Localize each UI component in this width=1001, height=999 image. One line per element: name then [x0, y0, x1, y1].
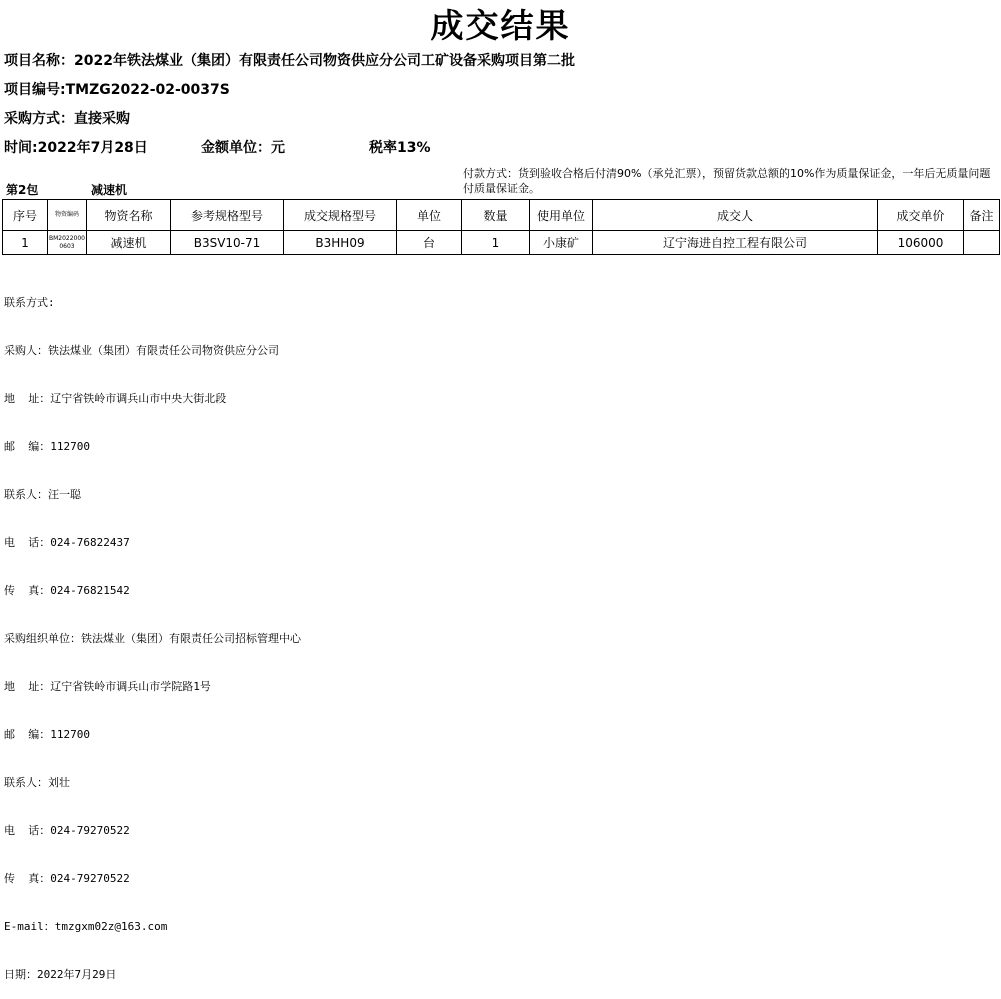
col-header-ref-spec: 参考规格型号 [171, 200, 284, 231]
project-name-label: 项目名称： [4, 53, 74, 69]
contact-line-person: 联系人：汪一聪 [4, 488, 81, 501]
time-label: 时间: [4, 140, 38, 156]
package-name: 减速机 [91, 183, 128, 197]
cell-deal-spec: B3HH09 [284, 231, 397, 255]
contact-block [4, 263, 301, 999]
procurement-method-label: 采购方式： [4, 111, 74, 127]
time-value: 2022年7月28日 [37, 140, 148, 156]
cell-remark [964, 231, 1000, 255]
contact-line-purchaser: 采购人：铁法煤业（集团）有限责任公司物资供应分公司 [4, 344, 279, 357]
col-header-user-unit: 使用单位 [530, 200, 593, 231]
cell-user-unit: 小康矿 [530, 231, 593, 255]
contact-heading: 联系方式: [4, 296, 55, 309]
col-header-unit: 单位 [397, 200, 462, 231]
col-header-deal-spec: 成交规格型号 [284, 200, 397, 231]
cell-material-name: 减速机 [87, 231, 171, 255]
payment-note: 付款方式：货到验收合格后付清90%（承兑汇票），预留货款总额的10%作为质量保证金，一年后无质量问题付质量保证金。 [463, 167, 991, 195]
contact-line-agency-postcode: 邮 编：112700 [4, 728, 90, 741]
contact-line-agency: 采购组织单位：铁法煤业（集团）有限责任公司招标管理中心 [4, 632, 301, 645]
project-no-label: 项目编号: [4, 82, 66, 98]
contact-line-agency-phone: 电 话：024-79270522 [4, 824, 130, 837]
project-no: TMZG2022-02-0037S [65, 82, 230, 98]
contact-line-fax: 传 真：024-76821542 [4, 584, 130, 597]
amount-unit: 元 [271, 140, 285, 156]
contact-line-address: 地 址：辽宁省铁岭市调兵山市中央大街北段 [4, 392, 227, 405]
col-header-remark: 备注 [964, 200, 1000, 231]
procurement-method: 直接采购 [74, 111, 130, 127]
cell-unit: 台 [397, 231, 462, 255]
project-no-row [4, 81, 230, 99]
table-header-row [3, 200, 1000, 231]
page-title: 成交结果 [430, 6, 571, 45]
tax-rate-label: 税率 [369, 140, 397, 156]
contact-line-agency-person: 联系人：刘壮 [4, 776, 70, 789]
col-header-unit-price: 成交单价 [878, 200, 964, 231]
col-header-material-name: 物资名称 [87, 200, 171, 231]
time-row [4, 139, 431, 157]
tax-rate: 13% [397, 140, 431, 156]
contact-line-agency-address: 地 址：辽宁省铁岭市调兵山市学院路1号 [4, 680, 211, 693]
cell-quantity: 1 [462, 231, 530, 255]
col-header-supplier: 成交人 [593, 200, 878, 231]
contact-line-date: 日期：2022年7月29日 [4, 968, 117, 981]
amount-unit-label: 金额单位： [201, 140, 271, 156]
result-table [2, 199, 1000, 255]
procurement-method-row [4, 110, 130, 128]
col-header-material-code: 物资编码 [48, 200, 87, 231]
cell-ref-spec: B3SV10-71 [171, 231, 284, 255]
cell-index: 1 [3, 231, 48, 255]
cell-supplier: 辽宁海进自控工程有限公司 [593, 231, 878, 255]
project-name-row [4, 52, 575, 70]
package-label: 第2包 [6, 183, 39, 197]
project-name: 2022年铁法煤业（集团）有限责任公司物资供应分公司工矿设备采购项目第二批 [74, 53, 575, 69]
contact-line-email: E-mail：tmzgxm02z@163.com [4, 920, 168, 933]
contact-line-postcode: 邮 编：112700 [4, 440, 90, 453]
cell-unit-price: 106000 [878, 231, 964, 255]
col-header-quantity: 数量 [462, 200, 530, 231]
table-row [3, 231, 1000, 255]
col-header-index: 序号 [3, 200, 48, 231]
contact-line-phone: 电 话：024-76822437 [4, 536, 130, 549]
contact-line-agency-fax: 传 真：024-79270522 [4, 872, 130, 885]
cell-material-code: BM2022000 0603 [48, 231, 87, 255]
